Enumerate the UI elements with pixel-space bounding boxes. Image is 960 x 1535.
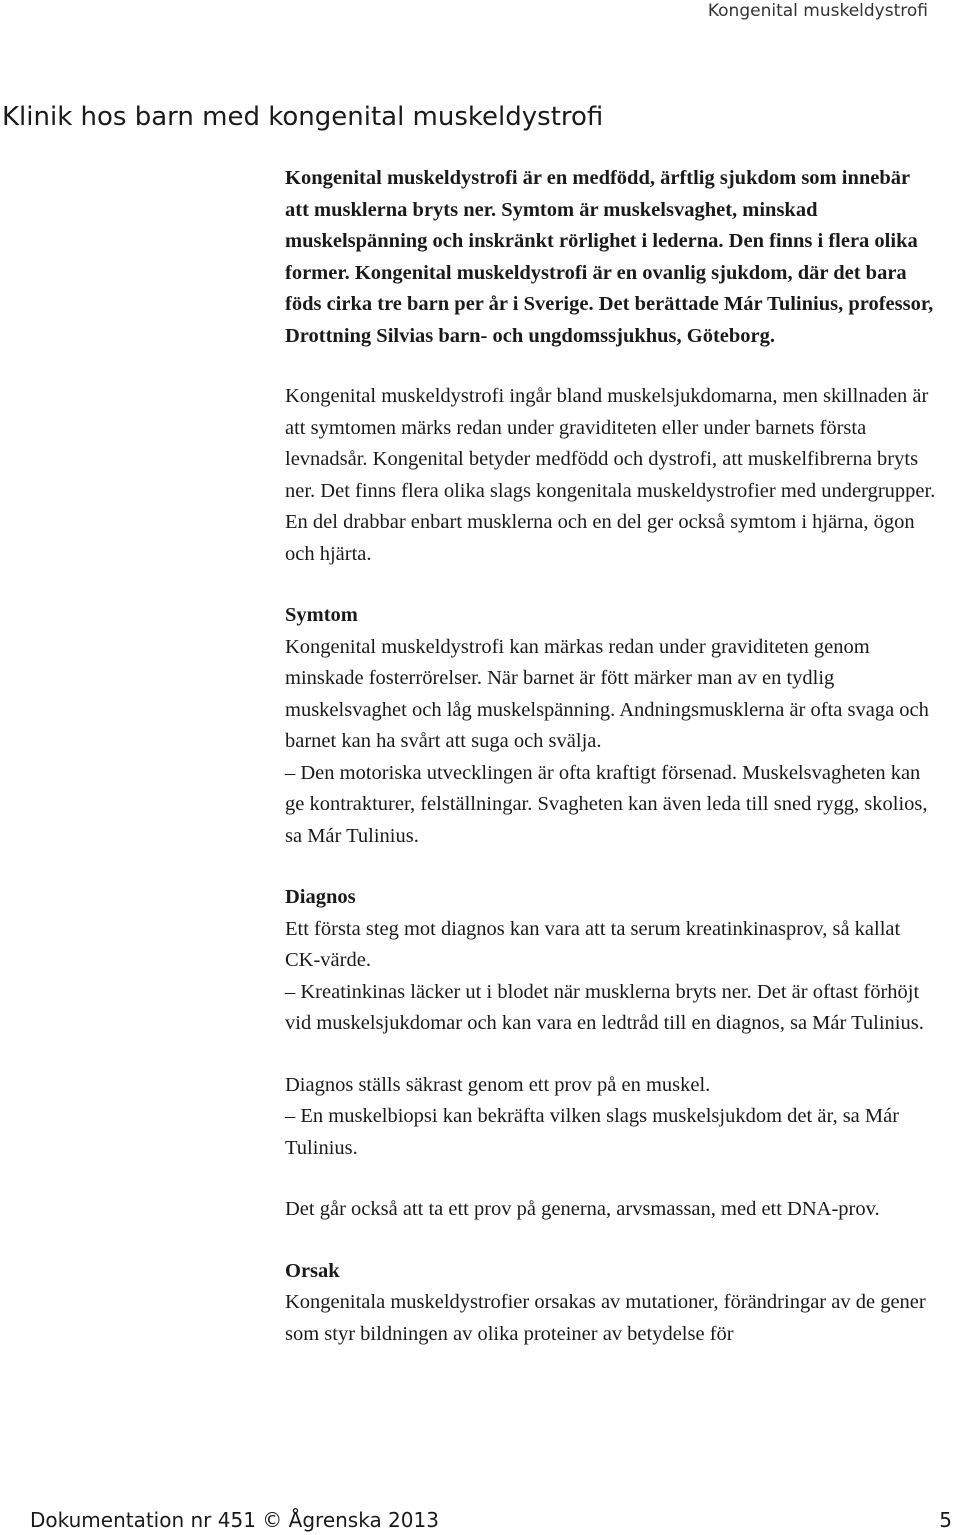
body-paragraph: Kongenital muskeldystrofi ingår bland muskelsjukdomarna, men skillnaden är att symtomen märks redan under graviditeten eller under barnets första levnadsår. Kongenital betyder medfödd och dystrofi, att muskelfibrerna bryts ner. Det finns flera olika slags kongenitala muskeldystrofier med undergrupper. En del drabbar enbart musklerna och en del ger också symtom i hjärna, ögon och hjärta.: [285, 385, 936, 565]
page-number: 5: [939, 1508, 952, 1532]
orsak-text: Kongenitala muskeldystrofier orsakas av mutationer, förändringar av de gener som styr bildningen av olika proteiner av betydelse för: [285, 1291, 926, 1345]
diagnos-text-3: Det går också att ta ett prov på generna, arvsmassan, med ett DNA-prov.: [285, 1198, 880, 1220]
diagnos-text: Ett första steg mot diagnos kan vara att ta serum kreatinkinasprov, så kallat CK-värde.: [285, 917, 901, 971]
symtom-quote: – Den motoriska utvecklingen är ofta kraftigt försenad. Muskelsvagheten kan ge kontrakturer, felställningar. Svagheten kan även leda till sned rygg, skolios, sa Már Tulinius.: [285, 761, 928, 847]
diagnos-quote-2: – En muskelbiopsi kan bekräfta vilken slags muskelsjukdom det är, sa Már Tulinius.: [285, 1105, 900, 1159]
article-body: [285, 163, 937, 1350]
footer-publication: Dokumentation nr 451 © Ågrenska 2013: [30, 1508, 439, 1532]
symtom-text: Kongenital muskeldystrofi kan märkas redan under graviditeten genom minskade fosterrörelser. När barnet är fött märker man av en tydlig muskelsvaghet och låg muskelspänning. Andningsmusklerna är ofta svaga och barnet kan ha svårt att suga och svälja.: [285, 635, 929, 752]
section-heading-orsak: Orsak: [285, 1259, 340, 1282]
page-footer: [30, 1505, 952, 1535]
diagnos-text-2: Diagnos ställs säkrast genom ett prov på en muskel.: [285, 1073, 711, 1096]
section-diagnos: [285, 882, 937, 1226]
running-header: Kongenital muskeldystrofi: [707, 1, 928, 21]
section-heading-diagnos: Diagnos: [285, 886, 356, 908]
intro-paragraph: Kongenital muskeldystrofi är en medfödd, ärftlig sjukdom som innebär att musklerna bryts ner. Symtom är muskelsvaghet, minskad muskelspänning och inskränkt rörlighet i lederna. Den finns i flera olika former. Kongenital muskeldystrofi är en ovanlig sjukdom, där det bara föds cirka tre barn per år i Sverige. Det berättade Már Tulinius, professor, Drottning Silvias barn- och ungdomssjukhus, Göteborg.: [285, 167, 934, 347]
section-heading-symtom: Symtom: [285, 604, 358, 626]
page-title: Klinik hos barn med kongenital muskeldystrofi: [2, 102, 604, 132]
diagnos-quote: – Kreatinkinas läcker ut i blodet när musklerna bryts ner. Det är oftast förhöjt vid muskelsjukdomar och kan vara en ledtråd till en diagnos, sa Már Tulinius.: [285, 980, 924, 1034]
section-orsak: [285, 1256, 937, 1351]
section-symtom: [285, 600, 937, 852]
